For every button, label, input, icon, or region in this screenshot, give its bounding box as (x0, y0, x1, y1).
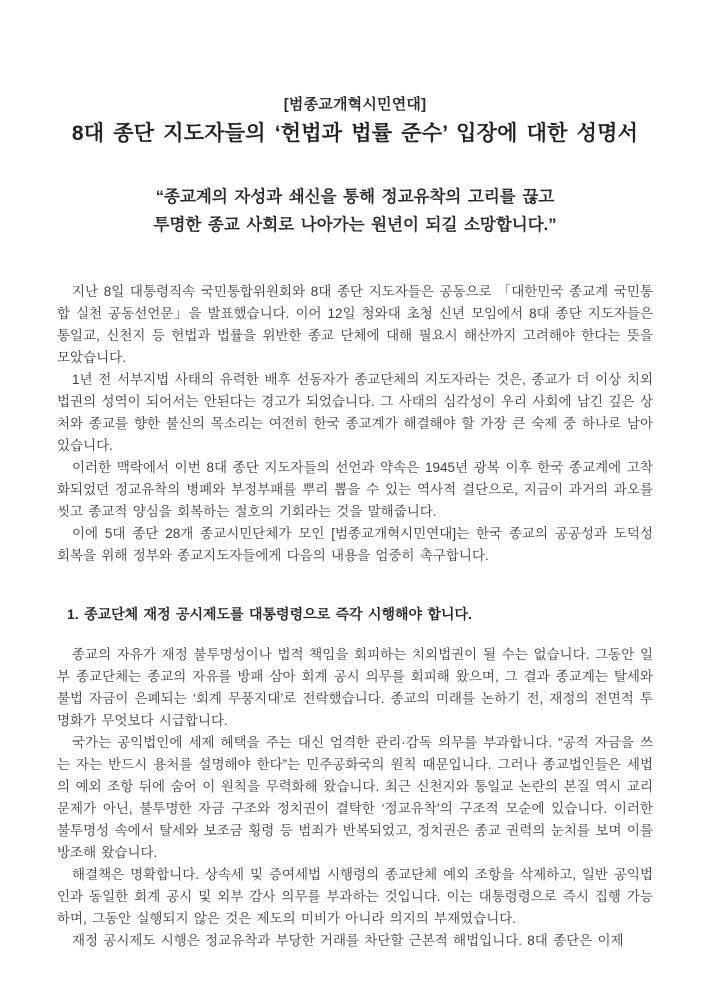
intro-body (57, 281, 653, 567)
paragraph: 재정 공시제도 시행은 정교유착과 부당한 거래를 차단할 근본적 해법입니다. 8대 종단은 이제 (72, 933, 624, 948)
document-title: 8대 종단 지도자들의 ‘헌법과 법률 준수’ 입장에 대한 성명서 (71, 122, 639, 145)
paragraph: 해결책은 명확합니다. 상속세 및 증여세법 시행령의 종교단체 예외 조항을 삭제하고, 일반 공익법인과 동일한 회계 공시 및 외부 감사 의무를 부과하는 것입니다. 이는 대통령령으로 즉시 집행 가능하며, 그동안 실행되지 않은 것은 제도의 미비가 아니라 의지의 부재였습니다. (57, 867, 653, 926)
paragraph: 종교의 자유가 재정 불투명성이나 법적 책임을 회피하는 치외법권이 될 수는 없습니다. 그동안 일부 종교단체는 종교의 자유를 방패 삼아 회계 공시 의무를 회피해 왔으며, 그 결과 종교계는 탈세와 불법 자금이 은폐되는 ‘회계 무풍지대’로 전락했습니다. 종교의 미래를 논하기 전, 재정의 전면적 투명화가 무엇보다 시급합니다. (57, 647, 653, 728)
quote-line-1: “종교계의 자성과 쇄신을 통해 정교유착의 고리를 끊고 (155, 188, 555, 206)
paragraph: 지난 8일 대통령직속 국민통합위원회와 8대 종단 지도자들은 공동으로 「대한민국 종교계 국민통합 실천 공동선언문」을 발표했습니다. 이어 12일 청와대 초청 신년 모임에서 8대 종단 지도자들은 통일교, 신천지 등 헌법과 법률을 위반한 종교 단체에 대해 필요시 해산까지 고려해야 한다는 뜻을 모았습니다. (57, 284, 653, 365)
headline-quote (57, 183, 653, 239)
paragraph: 1년 전 서부지법 사태의 유력한 배후 선동자가 종교단체의 지도자라는 것은, 종교가 더 이상 치외법권의 성역이 되어서는 안된다는 경고가 되었습니다. 그 사태의 심각성이 우리 사회에 남긴 깊은 상처와 종교를 향한 불신의 목소리는 여전히 한국 종교계가 해결해야 할 가장 큰 숙제 중 하나로 남아 있습니다. (57, 372, 653, 453)
section-1-heading: 1. 종교단체 재정 공시제도를 대통령령으로 즉각 시행해야 합니다. (67, 606, 472, 622)
paragraph: 이러한 맥락에서 이번 8대 종단 지도자들의 선언과 약속은 1945년 광복 이후 한국 종교계에 고착화되었던 정교유착의 병폐와 부정부패를 뿌리 뽑을 수 있는 역사적 결단으로, 지금이 과거의 과오를 씻고 종교적 양심을 회복하는 절호의 기회라는 것을 말해줍니다. (57, 460, 653, 519)
organization-line: [범종교개혁시민연대] (283, 96, 427, 113)
paragraph: 국가는 공익법인에 세제 혜택을 주는 대신 엄격한 관리·감독 의무를 부과합니다. “공적 자금을 쓰는 자는 반드시 용처를 설명해야 한다”는 민주공화국의 원칙 때문입니다. 그러나 종교법인들은 세법의 예외 조항 뒤에 숨어 이 원칙을 무력화해 왔습니다. 최근 신천지와 통일교 논란의 본질 역시 교리 문제가 아닌, 불투명한 자금 구조와 정치권이 결탁한 ‘정교유착’의 구조적 모순에 있습니다. 이러한 불투명성 속에서 탈세와 보조금 횡령 등 범죄가 반복되었고, 정치권은 종교 권력의 눈치를 보며 이를 방조해 왔습니다. (57, 735, 653, 860)
paragraph: 이에 5대 종단 28개 종교시민단체가 모인 [범종교개혁시민연대]는 한국 종교의 공공성과 도덕성 회복을 위해 정부와 종교지도자들에게 다음의 내용을 엄중히 촉구합니다. (57, 526, 653, 563)
section-1-body (57, 644, 653, 952)
quote-line-2: 투명한 종교 사회로 나아가는 원년이 되길 소망합니다.” (153, 216, 557, 234)
